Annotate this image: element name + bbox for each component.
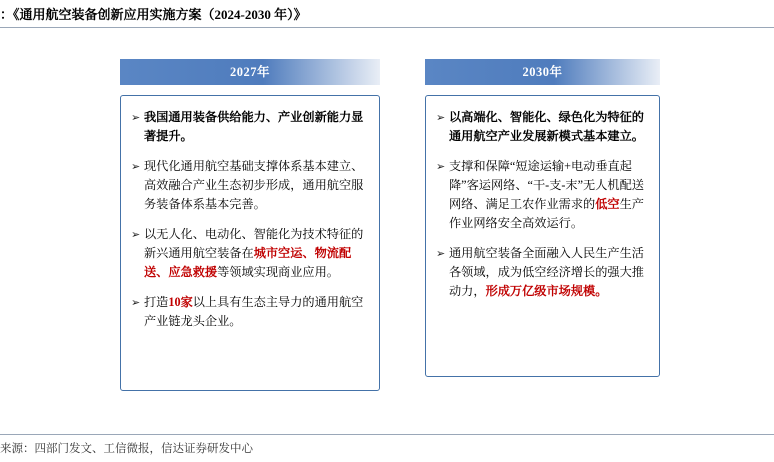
text-segment: 生产作业网络安全高效运行。 — [449, 197, 644, 230]
list-item — [131, 108, 367, 146]
text-segment: 以无人化、电动化、智能化为技术特征的新兴通用航空装备在 — [144, 227, 364, 260]
highlighted-text: 城市空运、物流配送、应急救援 — [144, 246, 352, 279]
list-item-text — [144, 293, 367, 331]
list-item — [436, 157, 647, 233]
arrow-bullet-icon: ➢ — [131, 111, 141, 124]
list-item-text — [144, 225, 367, 282]
list-item — [131, 225, 367, 282]
source-note: 来源：四部门发文、工信微报，信达证券研发中心 — [0, 443, 253, 455]
panel-2030 — [425, 59, 660, 377]
text-segment: 现代化通用航空基础支撑体系基本建立、高效融合产业生态初步形成，通用航空服务装备体系基本完善。 — [144, 159, 364, 211]
arrow-bullet-icon: ➢ — [131, 160, 141, 173]
list-item-text — [449, 244, 647, 301]
panel-2030-title: 2030年 — [425, 59, 660, 85]
arrow-bullet-icon: ➢ — [436, 247, 446, 260]
text-segment: 打造 — [144, 295, 169, 309]
header-divider — [0, 27, 774, 28]
panel-2027 — [120, 59, 380, 391]
text-segment: 以上具有生态主导力的通用航空产业链龙头企业。 — [144, 295, 364, 328]
list-item-text — [144, 157, 367, 214]
text-segment: 我国通用装备供给能力、产业创新能力显著提升。 — [144, 110, 364, 143]
list-item-text — [449, 157, 647, 233]
arrow-bullet-icon: ➢ — [436, 160, 446, 173]
arrow-bullet-icon: ➢ — [436, 111, 446, 124]
panel-2027-body — [120, 95, 380, 391]
panel-2030-body — [425, 95, 660, 377]
arrow-bullet-icon: ➢ — [131, 228, 141, 241]
footer-divider — [0, 434, 774, 435]
list-item-text — [449, 108, 647, 146]
text-segment: 支撑和保障“短途运输+电动垂直起降”客运网络、“干-支-末”无人机配送网络、满足工农作业需求的 — [449, 159, 644, 211]
arrow-bullet-icon: ➢ — [131, 296, 141, 309]
highlighted-text: 10家 — [168, 295, 193, 309]
highlighted-text: 低空 — [595, 197, 620, 211]
highlighted-text: 形成万亿级市场规模。 — [485, 284, 608, 298]
list-item — [131, 293, 367, 331]
list-item — [436, 108, 647, 146]
panel-2027-title: 2027年 — [120, 59, 380, 85]
list-item — [436, 244, 647, 301]
text-segment: 等领域实现商业应用。 — [217, 265, 339, 279]
list-item — [131, 157, 367, 214]
list-item-text — [144, 108, 367, 146]
text-segment: 通用航空装备全面融入人民生产生活各领域，成为低空经济增长的强大推动力， — [449, 246, 644, 298]
text-segment: 以高端化、智能化、绿色化为特征的通用航空产业发展新模式基本建立。 — [449, 110, 644, 143]
page-header-title: ：《通用航空装备创新应用实施方案（2024-2030 年）》 — [0, 7, 307, 22]
